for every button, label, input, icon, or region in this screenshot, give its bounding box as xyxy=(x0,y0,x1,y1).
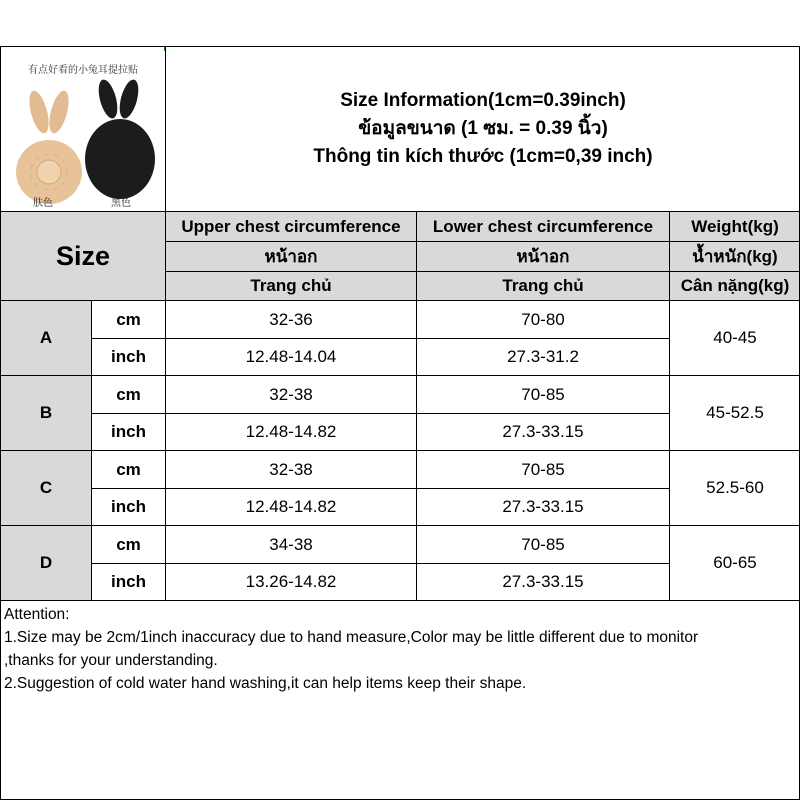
upper-chest-header-th: หน้าอก xyxy=(264,247,318,266)
size-header: Size xyxy=(55,240,111,271)
size-b-upper-cm: 32-38 xyxy=(269,384,313,404)
attention-notes xyxy=(4,603,798,695)
size-d-inch-unit: inch xyxy=(111,572,146,591)
size-b-lower-inch: 27.3-33.15 xyxy=(502,422,584,441)
product-caption: 有点好看的小兔耳提拉贴 xyxy=(28,65,138,76)
size-a-weight: 40-45 xyxy=(713,328,757,347)
size-c-weight: 52.5-60 xyxy=(706,478,764,497)
lower-chest-header-en: Lower chest circumference xyxy=(432,216,654,236)
weight-header-vi: Cân nặng(kg) xyxy=(680,276,790,295)
title-line-th: ข้อมูลขนาด (1 ซม. = 0.39 นิ้ว) xyxy=(358,118,608,139)
attention-heading: Attention: xyxy=(4,606,70,623)
size-a-label: A xyxy=(39,328,53,347)
attention-note-1-cont: ,thanks for your understanding. xyxy=(4,652,218,669)
black-color-label: 黑色 xyxy=(111,198,131,209)
skin-color-label: 肤色 xyxy=(33,198,53,209)
size-a-lower-cm: 70-80 xyxy=(521,309,565,329)
upper-chest-header-en: Upper chest circumference xyxy=(181,216,401,236)
size-b-weight: 45-52.5 xyxy=(706,403,764,422)
size-b-inch-unit: inch xyxy=(111,422,146,441)
attention-note-1: 1.Size may be 2cm/1inch inaccuracy due to hand measure,Color may be little different due to monitor xyxy=(4,629,699,646)
weight-header-th: น้ำหนัก(kg) xyxy=(692,247,778,266)
attention-note-2: 2.Suggestion of cold water hand washing,it can help items keep their shape. xyxy=(4,675,527,692)
size-a-lower-inch: 27.3-31.2 xyxy=(507,347,579,366)
lower-chest-header-th: หน้าอก xyxy=(516,247,570,266)
size-a-upper-cm: 32-36 xyxy=(269,309,313,329)
size-d-cm-unit: cm xyxy=(116,534,141,554)
size-d-weight: 60-65 xyxy=(713,553,757,572)
size-b-lower-cm: 70-85 xyxy=(521,384,565,404)
lower-chest-header-vi: Trang chủ xyxy=(502,276,584,295)
size-a-upper-inch: 12.48-14.04 xyxy=(245,347,337,366)
size-d-lower-cm: 70-85 xyxy=(521,534,565,554)
size-a-inch-unit: inch xyxy=(111,347,146,366)
size-b-upper-inch: 12.48-14.82 xyxy=(245,422,337,441)
size-c-inch-unit: inch xyxy=(111,497,146,516)
size-c-cm-unit: cm xyxy=(116,459,141,479)
title-line-en: Size Information(1cm=0.39inch) xyxy=(340,90,626,111)
size-d-upper-cm: 34-38 xyxy=(269,534,313,554)
size-c-label: C xyxy=(39,478,53,497)
size-d-label: D xyxy=(39,553,53,572)
size-c-lower-cm: 70-85 xyxy=(521,459,565,479)
size-a-cm-unit: cm xyxy=(116,309,141,329)
size-b-cm-unit: cm xyxy=(116,384,141,404)
size-d-lower-inch: 27.3-33.15 xyxy=(502,572,584,591)
size-c-lower-inch: 27.3-33.15 xyxy=(502,497,584,516)
weight-header-en: Weight(kg) xyxy=(691,216,779,236)
size-d-upper-inch: 13.26-14.82 xyxy=(245,572,337,591)
size-b-label: B xyxy=(39,403,53,422)
upper-chest-header-vi: Trang chủ xyxy=(250,276,332,295)
title-line-vi: Thông tin kích thước (1cm=0,39 inch) xyxy=(313,146,653,167)
size-c-upper-cm: 32-38 xyxy=(269,459,313,479)
size-c-upper-inch: 12.48-14.82 xyxy=(245,497,337,516)
